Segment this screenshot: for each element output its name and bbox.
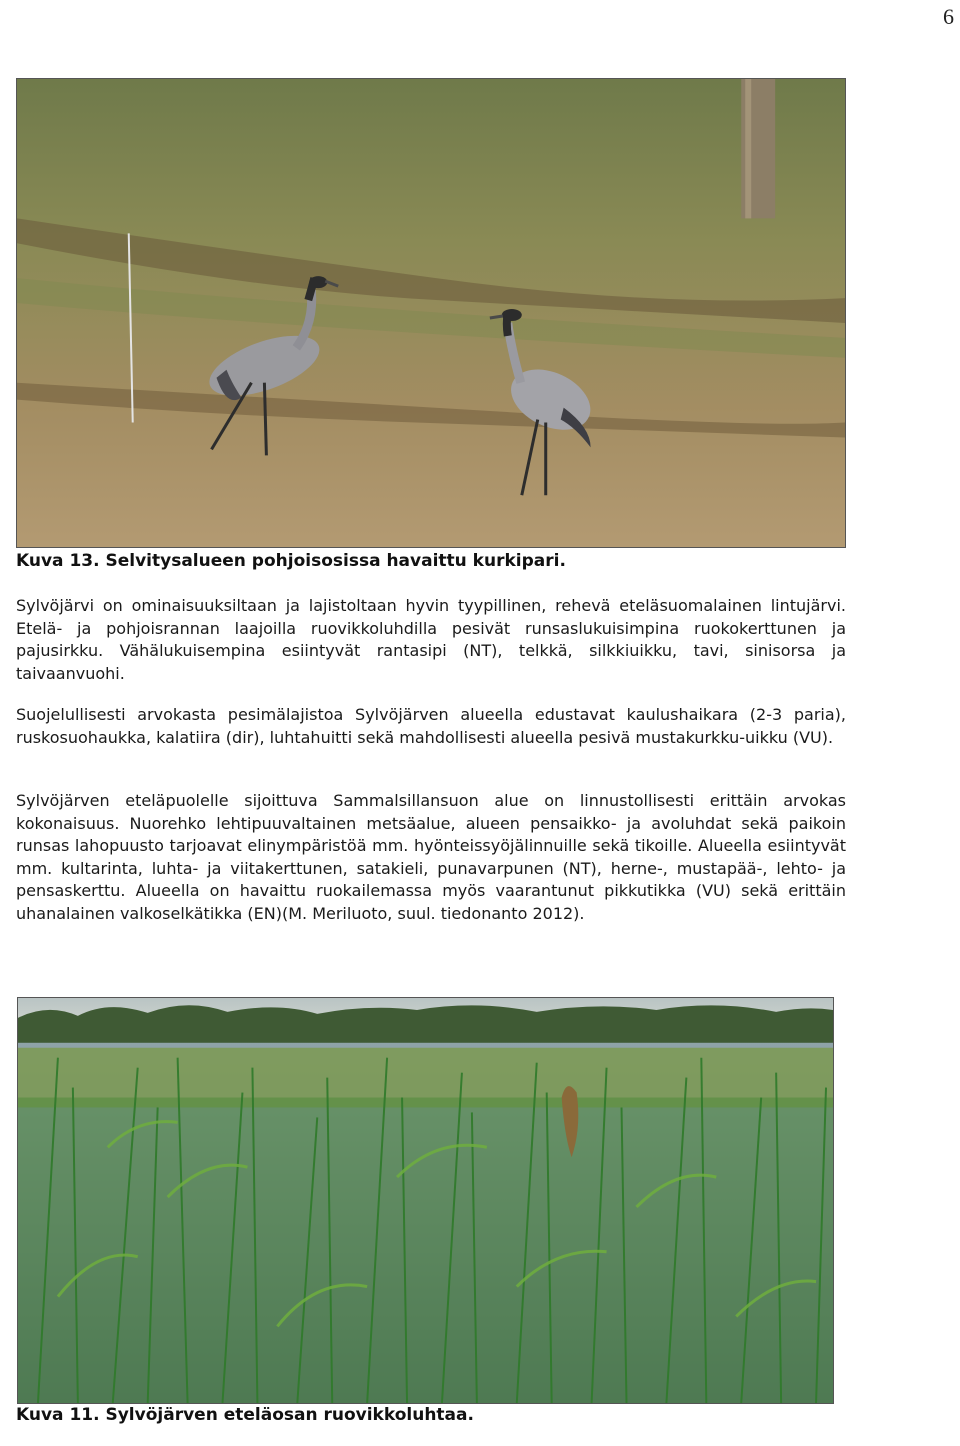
body-paragraph: Sylvöjärven eteläpuolelle sijoittuva Sammalsillansuon alue on linnustollisesti erittäin arvokas kokonaisuus. Nuorehko lehtipuuvaltainen metsäalue, alueen pensaikko- ja avoluhdat sekä paikoin runsas lahopuusto tarjoavat elinympäristöä mm. hyönteissyöjälinnuille sekä tikoille. Alueella esiintyvät mm. kultarinta, luhta- ja viitakerttunen, satakieli, punavarpunen (NT), herne-, mustapää-, lehto- ja pensaskerttu. Alueella on havaittu ruokailemassa myös vaarantunut pikkutikka (VU) sekä erittäin uhanalainen valkoselkätikka (EN)(M. Meriluoto, suul. tiedonanto 2012). [16, 791, 846, 923]
body-paragraph: Suojelullisesti arvokasta pesimälajistoa Sylvöjärven alueella edustavat kaulushaikara (2-3 paria), ruskosuohaukka, kalatiira (dir), luhtahuitti sekä mahdollisesti alueella pesivä mustakurkku-uikku (VU). [16, 705, 846, 747]
figure-caption: Kuva 13. Selvitysalueen pohjoisosissa havaittu kurkipari. [16, 551, 566, 571]
body-paragraph: Sylvöjärvi on ominaisuuksiltaan ja lajistoltaan hyvin tyypillinen, rehevä eteläsuomalainen lintujärvi. Etelä- ja pohjoisrannan laajoilla ruovikkoluhdilla pesivät runsaslukuisimpina ruokokerttunen ja pajusirkku. Vähälukuisempina esiintyvät rantasipi (NT), telkkä, silkkiuikku, tavi, sinisorsa ja taivaanvuohi. [16, 596, 846, 683]
crane-pair-photo [16, 78, 846, 548]
figure-caption: Kuva 11. Sylvöjärven eteläosan ruovikkoluhtaa. [16, 1405, 474, 1425]
reed-marsh-photo [17, 997, 834, 1404]
page-number: 6 [943, 4, 954, 29]
